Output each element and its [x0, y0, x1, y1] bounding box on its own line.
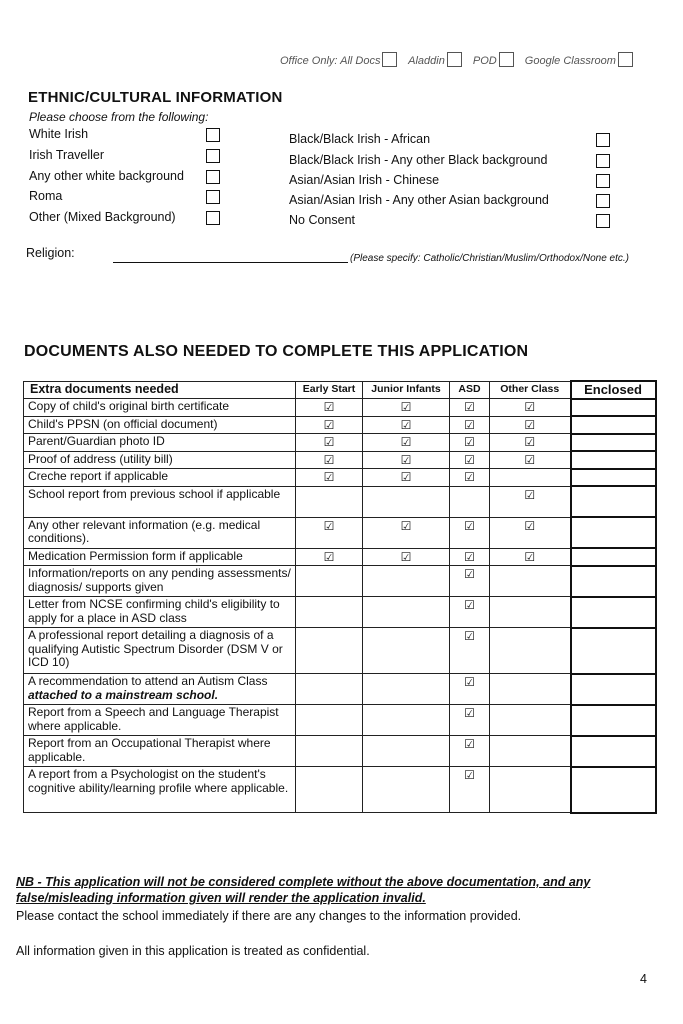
document-label: Any other relevant information (e.g. medical conditions). — [28, 517, 261, 545]
document-label-cell — [24, 486, 296, 517]
document-label: A report from a Psychologist on the student's cognitive ability/learning profile where applicable. — [28, 767, 289, 795]
office-checkbox-all-docs[interactable] — [382, 52, 397, 67]
enclosed-cell[interactable] — [571, 486, 656, 517]
tick-icon: ☑ — [464, 629, 475, 643]
tick-cell-asd — [450, 597, 490, 628]
tick-icon: ☑ — [464, 567, 475, 581]
document-label: Letter from NCSE confirming child's eligibility to apply for a place in ASD class — [28, 597, 280, 625]
office-item-pod: POD — [472, 55, 497, 67]
document-label-cell — [24, 597, 296, 628]
tick-cell-other-class — [490, 736, 571, 767]
tick-icon: ☑ — [323, 400, 335, 414]
document-label: A professional report detailing a diagnosis of a qualifying Autistic Spectrum Disorder (DSM V or ICD 10) — [28, 628, 283, 669]
table-row — [24, 674, 656, 705]
tick-icon: ☑ — [400, 452, 412, 467]
documents-table — [23, 380, 657, 814]
ethnic-option-other-white: Any other white background — [29, 169, 184, 183]
ethnic-option-asian-other: Asian/Asian Irish - Any other Asian background — [289, 193, 549, 207]
tick-icon: ☑ — [524, 435, 536, 449]
ethnic-instruction: Please choose from the following: — [29, 110, 209, 124]
document-label-cell — [24, 705, 296, 736]
table-row — [24, 597, 656, 628]
tick-cell-early-start — [296, 674, 363, 705]
document-label: Copy of child's original birth certificate — [28, 399, 230, 413]
checkbox-asian-other[interactable] — [596, 194, 610, 208]
tick-icon: ☑ — [323, 452, 335, 467]
tick-cell-asd — [450, 517, 490, 548]
document-label-cell — [24, 469, 296, 487]
enclosed-cell[interactable] — [571, 548, 656, 566]
tick-icon: ☑ — [524, 417, 536, 432]
tick-cell-asd — [450, 434, 490, 452]
tick-cell-asd — [450, 486, 490, 517]
document-label-cell — [24, 566, 296, 597]
enclosed-cell[interactable] — [571, 399, 656, 417]
ethnic-option-white-irish: White Irish — [29, 127, 89, 141]
tick-icon: ☑ — [524, 400, 536, 414]
document-label-cell — [24, 399, 296, 417]
document-label: Information/reports on any pending assessments/ diagnosis/ supports given — [28, 566, 291, 594]
tick-cell-junior-infants — [363, 674, 450, 705]
document-label: A recommendation to attend an Autism Class — [28, 674, 268, 688]
tick-cell-junior-infants — [363, 767, 450, 813]
office-checkbox-aladdin[interactable] — [447, 52, 462, 67]
tick-icon: ☑ — [400, 470, 412, 484]
enclosed-cell[interactable] — [571, 469, 656, 487]
checkbox-black-other[interactable] — [596, 154, 610, 168]
table-row — [24, 451, 656, 469]
table-row — [24, 416, 656, 434]
enclosed-cell[interactable] — [571, 434, 656, 452]
tick-icon: ☑ — [524, 549, 536, 564]
documents-body — [24, 399, 656, 813]
tick-cell-other-class — [490, 399, 571, 417]
tick-cell-other-class — [490, 434, 571, 452]
col-header-other-class: Other Class — [490, 381, 571, 399]
document-label-cell — [24, 674, 296, 705]
ethnic-option-asian-chinese: Asian/Asian Irish - Chinese — [289, 173, 440, 187]
enclosed-cell[interactable] — [571, 628, 656, 674]
tick-icon: ☑ — [464, 470, 475, 484]
document-label-cell — [24, 736, 296, 767]
tick-cell-early-start — [296, 548, 363, 566]
table-row — [24, 566, 656, 597]
tick-cell-asd — [450, 451, 490, 469]
tick-icon: ☑ — [400, 549, 412, 564]
ethnic-option-mixed: Other (Mixed Background) — [29, 210, 176, 224]
ethnic-option-black-other: Black/Black Irish - Any other Black background — [289, 153, 548, 167]
tick-cell-junior-infants — [363, 399, 450, 417]
enclosed-cell[interactable] — [571, 705, 656, 736]
checkbox-white-irish[interactable] — [206, 128, 220, 142]
tick-icon: ☑ — [464, 768, 475, 782]
tick-cell-other-class — [490, 548, 571, 566]
ethnic-option-black-african: Black/Black Irish - African — [289, 132, 431, 146]
document-label-cell — [24, 628, 296, 674]
office-item-aladdin: Aladdin — [408, 55, 445, 67]
office-checkbox-google-classroom[interactable] — [618, 52, 633, 67]
tick-icon: ☑ — [323, 518, 335, 533]
checkbox-roma[interactable] — [206, 190, 220, 204]
tick-icon: ☑ — [464, 400, 475, 414]
tick-cell-other-class — [490, 469, 571, 487]
tick-cell-junior-infants — [363, 451, 450, 469]
enclosed-cell[interactable] — [571, 767, 656, 813]
ethnic-option-roma: Roma — [29, 189, 63, 203]
office-only-line — [280, 52, 670, 67]
nb-warning: NB - This application will not be considered complete without the above documentation, and any false/misleading information given will render the application invalid. — [16, 875, 591, 905]
tick-cell-other-class — [490, 767, 571, 813]
enclosed-cell[interactable] — [571, 517, 656, 548]
tick-cell-asd — [450, 674, 490, 705]
tick-cell-other-class — [490, 416, 571, 434]
tick-icon: ☑ — [464, 549, 475, 564]
table-row — [24, 628, 656, 674]
tick-icon: ☑ — [323, 470, 335, 484]
checkbox-asian-chinese[interactable] — [596, 174, 610, 188]
tick-cell-junior-infants — [363, 517, 450, 548]
tick-cell-junior-infants — [363, 705, 450, 736]
enclosed-cell[interactable] — [571, 736, 656, 767]
col-header-asd: ASD — [450, 381, 490, 399]
tick-cell-other-class — [490, 674, 571, 705]
enclosed-cell[interactable] — [571, 597, 656, 628]
tick-cell-early-start — [296, 399, 363, 417]
document-label: Creche report if applicable — [28, 469, 169, 483]
tick-icon: ☑ — [323, 417, 335, 432]
table-row — [24, 399, 656, 417]
tick-cell-asd — [450, 628, 490, 674]
tick-cell-other-class — [490, 486, 571, 517]
document-label-cell — [24, 416, 296, 434]
tick-icon: ☑ — [524, 452, 536, 467]
tick-cell-junior-infants — [363, 566, 450, 597]
tick-icon: ☑ — [400, 435, 412, 449]
tick-cell-junior-infants — [363, 486, 450, 517]
office-only-label: Office Only: — [280, 55, 338, 67]
tick-cell-junior-infants — [363, 434, 450, 452]
tick-cell-asd — [450, 416, 490, 434]
col-header-early-start: Early Start — [296, 381, 363, 399]
tick-icon: ☑ — [464, 435, 475, 449]
tick-cell-asd — [450, 767, 490, 813]
table-row — [24, 469, 656, 487]
tick-cell-asd — [450, 705, 490, 736]
tick-cell-early-start — [296, 628, 363, 674]
tick-cell-other-class — [490, 705, 571, 736]
tick-cell-junior-infants — [363, 469, 450, 487]
checkbox-other-white[interactable] — [206, 170, 220, 184]
tick-icon: ☑ — [464, 518, 475, 533]
document-label-cell — [24, 434, 296, 452]
tick-cell-early-start — [296, 767, 363, 813]
tick-icon: ☑ — [323, 435, 335, 449]
checkbox-black-african[interactable] — [596, 133, 610, 147]
office-checkbox-pod[interactable] — [499, 52, 514, 67]
tick-icon: ☑ — [464, 737, 475, 751]
document-label: Proof of address (utility bill) — [28, 451, 173, 466]
tick-cell-other-class — [490, 451, 571, 469]
document-label-cell — [24, 548, 296, 566]
document-label: School report from previous school if applicable — [28, 486, 281, 501]
document-label: Child's PPSN (on official document) — [28, 416, 218, 431]
checkbox-mixed[interactable] — [206, 211, 220, 225]
tick-icon: ☑ — [464, 452, 475, 467]
religion-label: Religion: — [26, 246, 75, 260]
ethnic-option-no-consent: No Consent — [289, 213, 356, 227]
tick-cell-early-start — [296, 736, 363, 767]
tick-cell-asd — [450, 736, 490, 767]
ethnic-heading: ETHNIC/CULTURAL INFORMATION — [28, 89, 283, 106]
table-row — [24, 705, 656, 736]
document-label: Medication Permission form if applicable — [28, 548, 243, 563]
tick-cell-early-start — [296, 517, 363, 548]
religion-note: (Please specify: Catholic/Christian/Muslim/Orthodox/None etc.) — [350, 253, 629, 264]
tick-icon: ☑ — [524, 518, 536, 533]
tick-cell-junior-infants — [363, 628, 450, 674]
tick-cell-other-class — [490, 628, 571, 674]
document-label-cell — [24, 517, 296, 548]
col-header-documents: Extra documents needed — [24, 381, 296, 399]
tick-icon: ☑ — [400, 400, 412, 414]
tick-cell-early-start — [296, 597, 363, 628]
tick-cell-other-class — [490, 597, 571, 628]
document-label-emphasis: attached to a mainstream school. — [28, 687, 219, 702]
document-label-cell — [24, 767, 296, 813]
document-label: Report from a Speech and Language Therapist where applicable. — [28, 705, 279, 733]
table-row — [24, 434, 656, 452]
tick-cell-junior-infants — [363, 416, 450, 434]
religion-input-line[interactable] — [113, 262, 348, 263]
document-label-cell — [24, 451, 296, 469]
tick-icon: ☑ — [464, 417, 475, 432]
tick-cell-asd — [450, 399, 490, 417]
confidential-note: All information given in this application is treated as confidential. — [16, 944, 370, 958]
tick-cell-early-start — [296, 486, 363, 517]
table-row — [24, 736, 656, 767]
col-header-junior-infants: Junior Infants — [363, 381, 450, 399]
contact-note: Please contact the school immediately if there are any changes to the information provided. — [16, 909, 522, 923]
tick-cell-early-start — [296, 705, 363, 736]
tick-cell-other-class — [490, 566, 571, 597]
table-row — [24, 548, 656, 566]
tick-icon: ☑ — [323, 549, 335, 564]
tick-icon: ☑ — [400, 417, 412, 432]
checkbox-no-consent[interactable] — [596, 214, 610, 228]
tick-icon: ☑ — [400, 518, 412, 533]
enclosed-cell[interactable] — [571, 416, 656, 434]
col-header-enclosed: Enclosed — [571, 381, 656, 399]
tick-cell-early-start — [296, 434, 363, 452]
tick-cell-junior-infants — [363, 548, 450, 566]
documents-heading: DOCUMENTS ALSO NEEDED TO COMPLETE THIS APPLICATION — [24, 343, 529, 360]
enclosed-cell[interactable] — [571, 674, 656, 705]
tick-cell-asd — [450, 566, 490, 597]
document-label: Parent/Guardian photo ID — [28, 434, 165, 448]
tick-cell-early-start — [296, 451, 363, 469]
documents-header-row — [24, 381, 656, 399]
table-row — [24, 517, 656, 548]
tick-cell-asd — [450, 469, 490, 487]
tick-cell-early-start — [296, 566, 363, 597]
enclosed-cell[interactable] — [571, 451, 656, 469]
office-item-all-docs: All Docs — [340, 55, 381, 67]
tick-cell-early-start — [296, 469, 363, 487]
tick-cell-junior-infants — [363, 736, 450, 767]
tick-cell-early-start — [296, 416, 363, 434]
tick-cell-asd — [450, 548, 490, 566]
table-row — [24, 767, 656, 813]
office-item-google-classroom: Google Classroom — [524, 55, 616, 67]
enclosed-cell[interactable] — [571, 566, 656, 597]
tick-icon: ☑ — [464, 706, 475, 720]
page-number: 4 — [640, 972, 647, 986]
tick-cell-junior-infants — [363, 597, 450, 628]
table-row — [24, 486, 656, 517]
tick-cell-other-class — [490, 517, 571, 548]
checkbox-irish-traveller[interactable] — [206, 149, 220, 163]
tick-icon: ☑ — [524, 487, 536, 502]
tick-icon: ☑ — [464, 598, 475, 612]
tick-icon: ☑ — [464, 675, 475, 689]
ethnic-option-irish-traveller: Irish Traveller — [29, 148, 105, 162]
document-label: Report from an Occupational Therapist where applicable. — [28, 736, 271, 764]
